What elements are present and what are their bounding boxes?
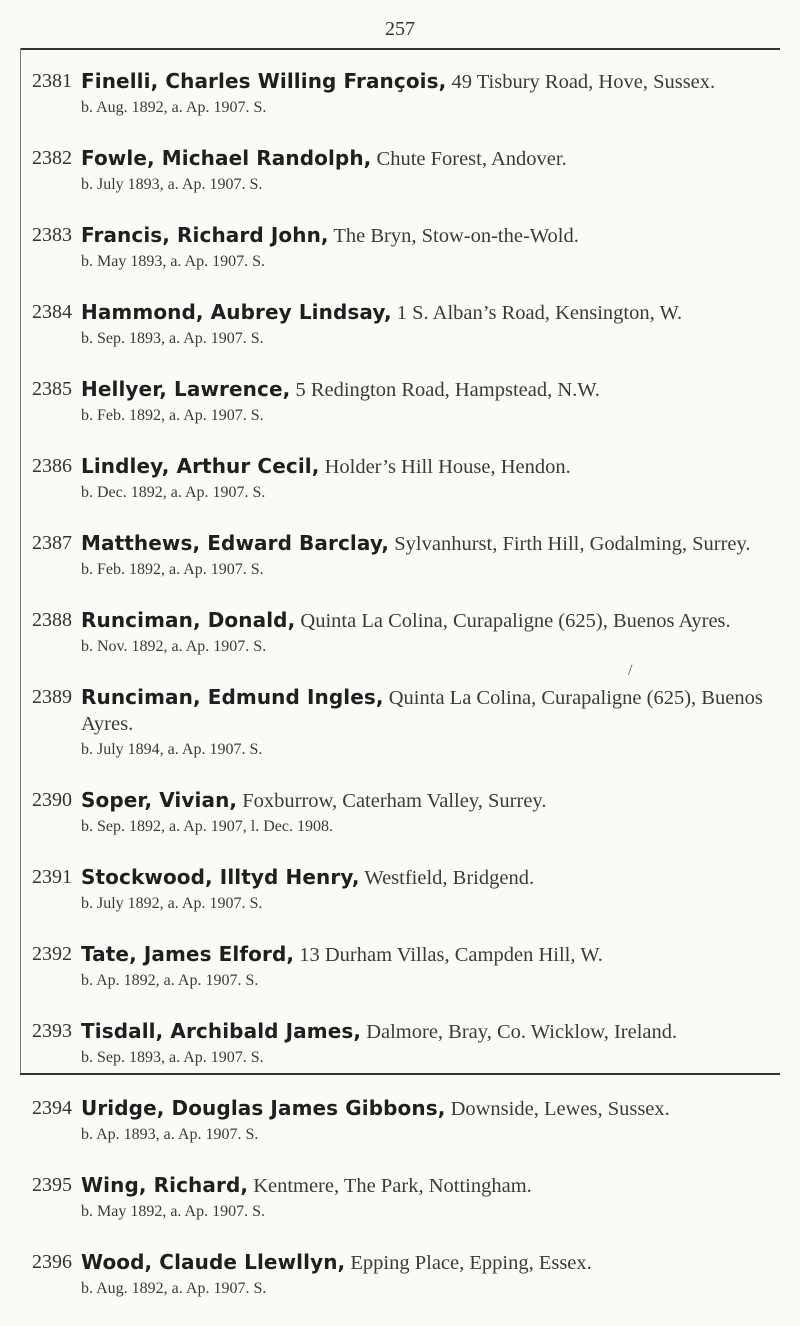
entry-address: Foxburrow, Caterham Valley, Surrey. <box>237 790 547 812</box>
register-entry <box>0 864 800 915</box>
entry-dates: b. Ap. 1893, a. Ap. 1907. S. <box>81 1126 259 1143</box>
register-entry <box>0 1018 800 1069</box>
entry-name: Hellyer, Lawrence, <box>81 377 291 401</box>
entry-line <box>81 941 780 968</box>
entry-dates: b. Feb. 1892, a. Ap. 1907. S. <box>81 561 264 578</box>
entry-line <box>81 222 780 249</box>
entry-address: 13 Durham Villas, Campden Hill, W. <box>294 944 603 966</box>
register-entry <box>0 1172 800 1223</box>
entry-dates: b. Aug. 1892, a. Ap. 1907. S. <box>81 1280 267 1297</box>
entry-name: Runciman, Donald, <box>81 608 296 632</box>
register-entry <box>0 941 800 992</box>
register-entry <box>0 376 800 427</box>
entry-line <box>81 864 780 891</box>
entry-address: Dalmore, Bray, Co. Wicklow, Ireland. <box>361 1021 678 1043</box>
page-number: 257 <box>385 18 415 40</box>
entry-number: 2385 <box>32 378 72 400</box>
entry-number: 2389 <box>32 686 72 708</box>
entry-number: 2383 <box>32 224 72 246</box>
entry-number: 2394 <box>32 1097 72 1119</box>
entry-address: Holder’s Hill House, Hendon. <box>319 456 571 478</box>
entry-name: Finelli, Charles Willing François, <box>81 69 447 93</box>
bottom-rule <box>20 1073 780 1075</box>
entry-line <box>81 1095 780 1122</box>
entry-number: 2384 <box>32 301 72 323</box>
pencil-mark: / <box>628 662 633 679</box>
entry-address: Epping Place, Epping, Essex. <box>345 1252 592 1274</box>
entry-address: 49 Tisbury Road, Hove, Sussex. <box>446 71 716 93</box>
entry-dates: b. Aug. 1892, a. Ap. 1907. S. <box>81 99 267 116</box>
entry-dates: b. Sep. 1893, a. Ap. 1907. S. <box>81 1049 264 1066</box>
register-entry <box>0 1249 800 1300</box>
entry-name: Soper, Vivian, <box>81 788 238 812</box>
entry-address: Westfield, Bridgend. <box>359 867 535 889</box>
entry-address: Sylvanhurst, Firth Hill, Godalming, Surrey. <box>389 533 751 555</box>
entry-line <box>81 376 780 403</box>
entry-line <box>81 684 780 737</box>
entry-name: Lindley, Arthur Cecil, <box>81 454 320 478</box>
entry-name: Matthews, Edward Barclay, <box>81 531 390 555</box>
entry-dates: b. Sep. 1892, a. Ap. 1907, l. Dec. 1908. <box>81 818 333 835</box>
entry-number: 2382 <box>32 147 72 169</box>
top-rule <box>20 48 780 50</box>
entry-dates: b. Ap. 1892, a. Ap. 1907. S. <box>81 972 259 989</box>
entry-dates: b. Sep. 1893, a. Ap. 1907. S. <box>81 330 264 347</box>
entry-name: Wing, Richard, <box>81 1173 249 1197</box>
entry-address: Quinta La Colina, Curapaligne (625), Buenos Ayres. <box>81 687 763 735</box>
entry-number: 2393 <box>32 1020 72 1042</box>
entry-line <box>81 145 780 172</box>
entry-address: The Bryn, Stow-on-the-Wold. <box>328 225 579 247</box>
entry-dates: b. July 1893, a. Ap. 1907. S. <box>81 176 263 193</box>
entry-number: 2388 <box>32 609 72 631</box>
entry-line <box>81 68 780 95</box>
entry-dates: b. July 1894, a. Ap. 1907. S. <box>81 741 263 758</box>
register-entry <box>0 787 800 838</box>
entry-number: 2386 <box>32 455 72 477</box>
entry-name: Stockwood, Illtyd Henry, <box>81 865 360 889</box>
entry-address: Downside, Lewes, Sussex. <box>445 1098 670 1120</box>
entry-number: 2381 <box>32 70 72 92</box>
register-entry <box>0 222 800 273</box>
entry-dates: b. Nov. 1892, a. Ap. 1907. S. <box>81 638 267 655</box>
register-entry <box>0 453 800 504</box>
entry-name: Wood, Claude Llewllyn, <box>81 1250 346 1274</box>
entry-number: 2387 <box>32 532 72 554</box>
entry-line <box>81 1249 780 1276</box>
entry-name: Runciman, Edmund Ingles, <box>81 685 384 709</box>
entry-line <box>81 787 780 814</box>
entry-address: 1 S. Alban’s Road, Kensington, W. <box>391 302 683 324</box>
entry-number: 2395 <box>32 1174 72 1196</box>
entry-address: Kentmere, The Park, Nottingham. <box>248 1175 532 1197</box>
entry-name: Tisdall, Archibald James, <box>81 1019 362 1043</box>
entry-number: 2396 <box>32 1251 72 1273</box>
register-entry <box>0 1095 800 1146</box>
entry-address: Quinta La Colina, Curapaligne (625), Buenos Ayres. <box>295 610 731 632</box>
register-entry <box>0 299 800 350</box>
entry-dates: b. July 1892, a. Ap. 1907. S. <box>81 895 263 912</box>
entry-line <box>81 1018 780 1045</box>
entry-name: Fowle, Michael Randolph, <box>81 146 372 170</box>
entry-name: Hammond, Aubrey Lindsay, <box>81 300 392 324</box>
register-entries <box>0 68 800 1326</box>
register-entry <box>0 607 800 658</box>
entry-number: 2390 <box>32 789 72 811</box>
entry-number: 2391 <box>32 866 72 888</box>
entry-address: 5 Redington Road, Hampstead, N.W. <box>290 379 600 401</box>
register-entry <box>0 145 800 196</box>
entry-address: Chute Forest, Andover. <box>371 148 567 170</box>
entry-line <box>81 299 780 326</box>
entry-dates: b. Feb. 1892, a. Ap. 1907. S. <box>81 407 264 424</box>
entry-dates: b. May 1892, a. Ap. 1907. S. <box>81 1203 265 1220</box>
register-entry <box>0 68 800 119</box>
entry-dates: b. May 1893, a. Ap. 1907. S. <box>81 253 265 270</box>
entry-name: Francis, Richard John, <box>81 223 329 247</box>
entry-dates: b. Dec. 1892, a. Ap. 1907. S. <box>81 484 266 501</box>
register-entry <box>0 662 800 761</box>
entry-line <box>81 1172 780 1199</box>
entry-line <box>81 453 780 480</box>
entry-line <box>81 530 780 557</box>
entry-name: Tate, James Elford, <box>81 942 295 966</box>
register-entry <box>0 530 800 581</box>
entry-number: 2392 <box>32 943 72 965</box>
entry-name: Uridge, Douglas James Gibbons, <box>81 1096 446 1120</box>
entry-line <box>81 607 780 634</box>
